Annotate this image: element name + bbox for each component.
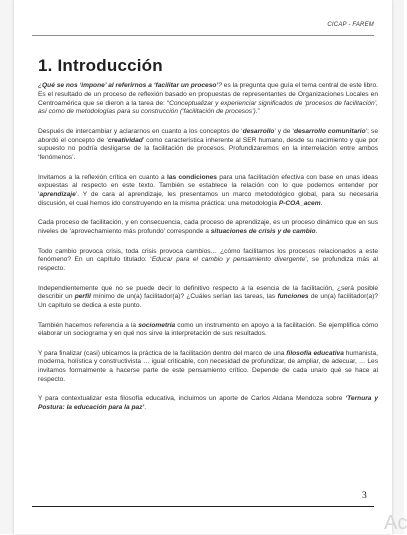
text-run: ’; se abordó el concepto de ‘ — [38, 127, 379, 144]
paragraph — [38, 395, 378, 413]
text-run: Todo cambio provoca crisis, toda crisis provoca cambios… ¿cómo facilitamos los procesos relacionados a este fenómeno? En un capítulo titulado: ‘ — [38, 247, 378, 264]
paragraph — [38, 82, 378, 117]
text-run: filosofía educativa — [286, 349, 344, 357]
text-run: las condiciones — [166, 173, 217, 181]
paragraph — [38, 285, 378, 311]
text-run: ? — [218, 82, 222, 89]
text-run: . — [144, 404, 147, 412]
text-run: . — [315, 228, 318, 236]
text-run: Qué se nos ‘impone’ al referirnos a ‘facilitar un proceso’ — [42, 82, 219, 89]
paragraph — [38, 219, 378, 237]
text-run: Invitamos a la reflexión crítica en cuanto a — [38, 173, 167, 181]
paragraph — [38, 322, 378, 340]
text-run: Educar para el cambio y pensamiento divergente — [151, 256, 306, 264]
text-run: funciones — [277, 293, 309, 301]
text-run: es la pregunta que guía el tema central de este libro. Es el resultado de un proceso de reflexión basado en propuestas de representantes de Organizaciones Locales en Centroamérica que se dieron a la tarea de: “ — [38, 82, 378, 107]
text-run: ¿ — [38, 82, 43, 89]
paragraph — [38, 128, 378, 163]
footer-rule — [32, 506, 374, 507]
text-run: Independientemente que no se puede decir lo definitivo respecto a la esencia de la facilitación, ¿será posible describir un — [38, 284, 378, 301]
text-run: ’. Y de cara al aprendizaje, les presentamos un marco metodológico global, para su necesaria discusión, el cual hemos ido construyendo en la misma práctica: una metodología — [38, 191, 378, 207]
text-run: humanista, moderna, holística y constructivista … igual criticable, con necesidad de profundizar, de ampliar, de adecuar, … Les invitamos formalmente a hacerse parte de este pensamiento crítico. Depende de cada una/o qué se hace al respecto. — [38, 349, 379, 384]
text-run: como un instrumento en apoyo a la facilitación. Se ejemplifica cómo elaborar un sociograma y en qué nos sirve la interpretación de sus resultados. — [38, 321, 378, 338]
text-run: para una facilitación efectiva con base en unas ideas expuestas al respecto en este texto. También se establece la relación con lo que podemos entender por ‘ — [38, 173, 378, 199]
text-run: ’ como característica inherente al SER humano, desde su nacimiento y que por supuesto no podría desligarse de la facilitación de procesos. Profundizaremos en la interrelación entre ambos ‘fenómenos’. — [38, 136, 378, 162]
text-run: perfil — [74, 293, 91, 301]
text-run: También hacemos referencia a la — [38, 321, 139, 329]
text-run: situaciones de crisis y de cambio — [210, 228, 316, 236]
text-run: mínimo de un(a) facilitador(a)? ¿Cuáles serían las tareas, las — [90, 293, 278, 301]
paragraph — [38, 174, 378, 209]
text-run: creatividad — [107, 136, 143, 144]
text-run: aprendizaje — [39, 191, 76, 199]
body-text — [38, 82, 378, 424]
text-run: Y para contextualizar esta filosofía educativa, incluimos un aporte de Carlos Aldana Mendoza sobre — [38, 395, 346, 403]
section-title: 1. Introducción — [38, 56, 163, 75]
text-run: Y para finalizar (casi) ubicamos la práctica de la facilitación dentro del marco de una — [38, 349, 287, 357]
header-text: CICAP - FAREM — [327, 22, 374, 28]
document-page — [14, 0, 392, 534]
text-run: ‘Ternura y Postura: la educación para la paz’ — [38, 395, 378, 412]
page-number: 3 — [362, 491, 367, 501]
text-run: sociometría — [138, 321, 176, 329]
text-run: desarrollo comunitario — [293, 127, 366, 135]
text-run: Cada proceso de facilitación, y en consecuencia, cada proceso de aprendizaje, es un proceso dinámico que en sus niveles de ‘aprovechamiento más profundo’ corresponde a — [38, 219, 378, 236]
text-run: Después de intercambiar y aclararnos en cuanto a los conceptos de ‘ — [38, 127, 243, 135]
paragraph — [38, 350, 378, 385]
text-run: ’ y de ‘ — [274, 127, 294, 135]
paragraph — [38, 248, 378, 274]
text-run: ’, se profundiza más al respecto. — [38, 256, 378, 273]
text-run: Conceptualizar y experienciar significados de ‘procesos de facilitación’, así como de metodologías para su construcción (‘facilitación de procesos’) — [38, 99, 378, 116]
text-run: . — [320, 199, 323, 207]
text-run: de un(a) facilitador(a)? Un capítulo se dedica a este punto. — [38, 293, 378, 310]
text-run: P-COA_acem — [278, 199, 321, 207]
text-run: desarrollo — [242, 127, 275, 135]
running-header — [14, 22, 392, 36]
header-rule — [32, 35, 374, 36]
text-run: .” — [255, 108, 260, 116]
watermark-text: Ac — [384, 512, 407, 534]
